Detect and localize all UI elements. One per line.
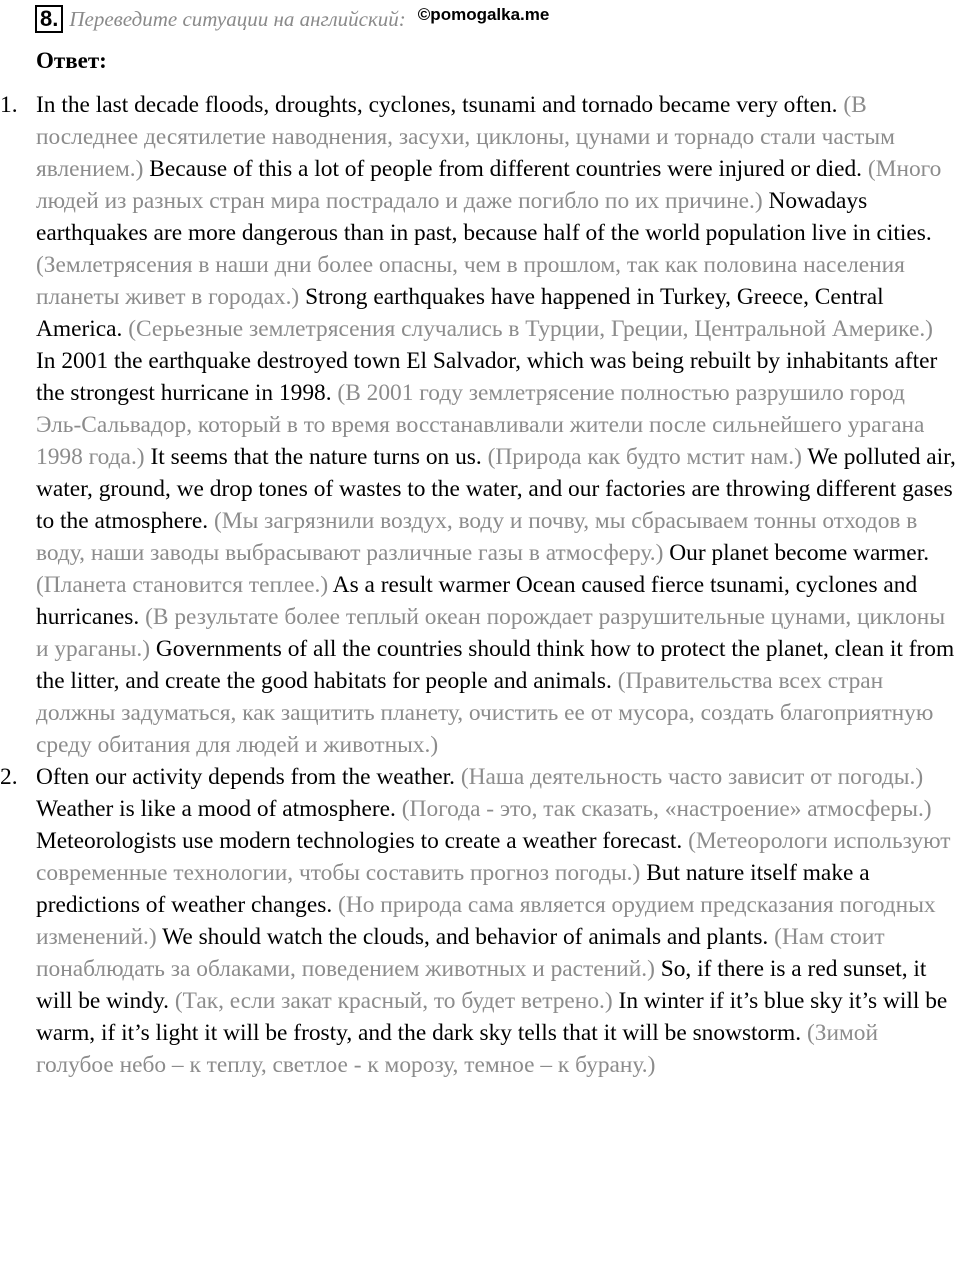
russian-translation: (Так, если закат красный, то будет ветрено.)	[174, 988, 613, 1014]
russian-translation: (Много людей из разных стран мира пострадало и даже погибло по их причине.)	[36, 156, 942, 214]
russian-translation: (Мы загрязнили воздух, воду и почву, мы сбрасываем тонны отходов в воду, наши заводы выбрасывают различные газы в атмосферу.)	[36, 508, 918, 566]
english-sentence: Weather is like a mood of atmosphere.	[36, 796, 396, 822]
english-sentence: We should watch the clouds, and behavior of animals and plants.	[162, 924, 769, 950]
russian-translation: (В 2001 году землетрясение полностью разрушило город Эль-Сальвадор, который в то время восстанавливали жители после сильнейшего урагана 1998 года.)	[36, 380, 925, 470]
english-sentence: Our planet become warmer.	[669, 540, 930, 566]
russian-translation: (Серьезные землетрясения случались в Турции, Греции, Центральной Америке.)	[128, 316, 933, 342]
task-number: 8.	[35, 5, 63, 33]
english-sentence: In winter if it’s blue sky it’s will be warm, if it’s light it will be frosty, and the dark sky tells that it will be snowstorm.	[36, 988, 948, 1046]
answer-list	[0, 89, 960, 1081]
english-sentence: But nature itself make a predictions of weather changes.	[36, 860, 870, 918]
watermark: ©pomogalka.me	[417, 5, 550, 24]
english-sentence: Governments of all the countries should think how to protect the planet, clean it from the litter, and create the good habitats for people and animals.	[36, 636, 955, 694]
english-sentence: Because of this a lot of people from different countries were injured or died.	[149, 156, 863, 182]
english-sentence: Often our activity depends from the weather.	[36, 764, 455, 790]
item-number: 1.	[0, 92, 18, 118]
list-item	[0, 89, 960, 761]
english-sentence: Meteorologists use modern technologies to create a weather forecast.	[36, 828, 683, 854]
russian-translation: (Зимой голубое небо – к теплу, светлое - к морозу, темное – к бурану.)	[36, 1020, 878, 1078]
russian-translation: (В результате более теплый океан порождает разрушительные цунами, циклоны и ураганы.)	[36, 604, 946, 662]
english-sentence: In 2001 the earthquake destroyed town El Salvador, which was being rebuilt by inhabitants after the strongest hurricane in 1998.	[36, 348, 938, 406]
english-sentence: In the last decade floods, droughts, cyclones, tsunami and tornado became very often.	[36, 92, 838, 118]
russian-translation: (Землетрясения в наши дни более опасны, чем в прошлом, так как половина населения планеты живет в городах.)	[36, 252, 905, 310]
english-sentence: It seems that the nature turns on us.	[150, 444, 482, 470]
russian-translation: (Метеорологи используют современные технологии, чтобы составить прогноз погоды.)	[36, 828, 951, 886]
russian-translation: (Наша деятельность часто зависит от погоды.)	[460, 764, 924, 790]
task-header	[35, 4, 549, 34]
russian-translation: (Природа как будто мстит нам.)	[487, 444, 802, 470]
russian-translation: (В последнее десятилетие наводнения, засухи, циклоны, цунами и торнадо стали частым явлением.)	[36, 92, 895, 182]
russian-translation: (Правительства всех стран должны задуматься, как защитить планету, очистить ее от мусора, создать благоприятную среду обитания для людей и животных.)	[36, 668, 934, 758]
answer-label: Ответ:	[36, 48, 107, 73]
list-item	[0, 761, 960, 1081]
russian-translation: (Планета становится теплее.)	[36, 572, 329, 598]
english-sentence: Strong earthquakes have happened in Turkey, Greece, Central America.	[36, 284, 884, 342]
english-sentence: Nowadays earthquakes are more dangerous than in past, because half of the world population live in cities.	[36, 188, 932, 246]
english-sentence: As a result warmer Ocean caused fierce tsunami, cyclones and hurricanes.	[36, 572, 918, 630]
task-prompt: Переведите ситуации на английский:	[69, 6, 406, 31]
english-sentence: So, if there is a red sunset, it will be windy.	[36, 956, 927, 1014]
item-number: 2.	[0, 764, 18, 790]
english-sentence: We polluted air, water, ground, we drop tones of wastes to the water, and our factories are throwing different gases to the atmosphere.	[36, 444, 956, 534]
russian-translation: (Но природа сама является орудием предсказания погодных изменений.)	[36, 892, 936, 950]
russian-translation: (Погода - это, так сказать, «настроение» атмосферы.)	[401, 796, 932, 822]
russian-translation: (Нам стоит понаблюдать за облаками, поведением животных и растений.)	[36, 924, 885, 982]
